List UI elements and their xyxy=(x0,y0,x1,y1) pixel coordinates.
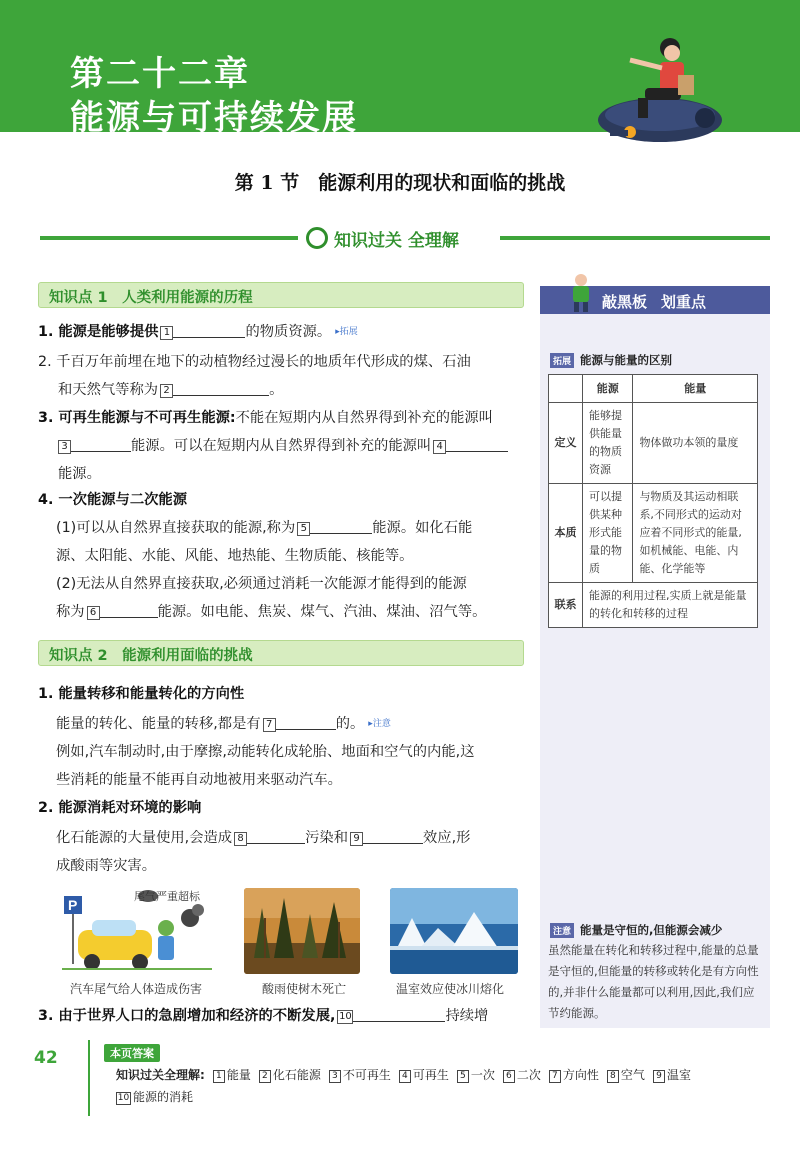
answer-blank[interactable] xyxy=(276,716,336,730)
section-2-text-b: 污染和 xyxy=(305,830,348,846)
section-1-text: 能量的转化、能量的转移,都是有 xyxy=(56,716,261,732)
answer-text: 能量 xyxy=(226,1068,251,1082)
knowledge-point-1-header: 知识点 1 人类利用能源的历程 xyxy=(38,282,524,308)
answer-blank[interactable] xyxy=(173,324,245,338)
caption-acid-rain: 酸雨使树木死亡 xyxy=(262,982,347,996)
answer-text: 不可再生 xyxy=(342,1068,391,1082)
item-4-2-text-b: 称为 xyxy=(56,604,85,620)
section-2-text-c: 效应,形 xyxy=(423,830,471,846)
extension-icon: 拓展 xyxy=(550,353,574,368)
item-4-2-text: (2)无法从自然界直接获取,必须通过消耗一次能源才能得到的能源 xyxy=(56,576,467,592)
answer-text: 可再生 xyxy=(412,1068,449,1082)
blank-number: 6 xyxy=(87,606,100,620)
item-2-post: 。 xyxy=(269,382,284,398)
answer-divider xyxy=(88,1040,90,1116)
answer-blank[interactable] xyxy=(363,830,423,844)
table-header: 能量 xyxy=(633,375,758,403)
answer-number: 6 xyxy=(503,1070,515,1083)
section-1-text-c: 例如,汽车制动时,由于摩擦,动能转化成轮胎、地面和空气的内能,这 xyxy=(56,744,475,760)
table-cell: 能源的利用过程,实质上就是能量的转化和转移的过程 xyxy=(583,583,758,628)
answer-blank[interactable] xyxy=(100,604,158,618)
answer-blank[interactable] xyxy=(310,520,372,534)
answer-blank[interactable] xyxy=(247,830,305,844)
caption-glacier: 温室效应使冰川熔化 xyxy=(396,982,505,996)
note-title-text: 能量是守恒的,但能源会减少 xyxy=(580,923,723,937)
item-3-text-c: 能源。 xyxy=(58,466,101,482)
svg-text:P: P xyxy=(68,897,78,913)
item-2-text-b: 和天然气等称为 xyxy=(58,382,159,398)
item-4-title xyxy=(38,486,187,514)
blank-number: 5 xyxy=(297,522,310,536)
answer-text: 空气 xyxy=(620,1068,645,1082)
answer-line-2 xyxy=(116,1088,193,1105)
blank-number: 8 xyxy=(234,832,247,846)
row-header: 本质 xyxy=(549,484,583,583)
energy-comparison-table xyxy=(548,374,758,628)
section-1-title xyxy=(38,680,244,708)
table-row xyxy=(549,484,758,583)
section-2-title xyxy=(38,794,201,822)
blank-number: 3 xyxy=(58,440,71,454)
answer-blank[interactable] xyxy=(173,382,269,396)
cycle-icon xyxy=(306,227,328,249)
item-4-1 xyxy=(56,514,528,570)
table-header xyxy=(549,375,583,403)
row-header: 定义 xyxy=(549,403,583,484)
answer-number: 8 xyxy=(607,1070,619,1083)
section-2-heading: 2. 能源消耗对环境的影响 xyxy=(38,800,202,816)
answer-number: 4 xyxy=(399,1070,411,1083)
answer-blank[interactable] xyxy=(446,438,508,452)
sidebar-header-a: 敲黑板 xyxy=(602,293,648,311)
extension-title-text: 能源与能量的区别 xyxy=(580,353,673,367)
answer-text: 方向性 xyxy=(562,1068,599,1082)
section-3-text-b: 持续增 xyxy=(445,1008,489,1024)
item-3-title: 3. 可再生能源与不可再生能源: xyxy=(38,410,236,426)
answer-label: 知识过关全理解: xyxy=(116,1068,205,1082)
answer-text: 化石能源 xyxy=(272,1068,321,1082)
answer-tag: 本页答案 xyxy=(104,1044,160,1062)
page-number: 42 xyxy=(34,1048,58,1068)
divider-line xyxy=(40,236,298,240)
note-tag: ▸注意 xyxy=(368,719,391,729)
table-header: 能源 xyxy=(583,375,633,403)
answer-number: 7 xyxy=(549,1070,561,1083)
answer-text: 温室 xyxy=(666,1068,691,1082)
chapter-title: 能源与可持续发展 xyxy=(70,98,358,138)
blank-number: 1 xyxy=(160,326,173,340)
section-1-text-d: 些消耗的能量不能再自动地被用来驱动汽车。 xyxy=(56,772,342,788)
item-1-text: 1. 能源是能够提供 xyxy=(38,324,159,340)
knowledge-header-label: 知识过关 全理解 xyxy=(334,230,459,251)
row-header: 联系 xyxy=(549,583,583,628)
blank-number: 4 xyxy=(433,440,446,454)
table-cell: 物体做功本领的量度 xyxy=(633,403,758,484)
answer-number: 5 xyxy=(457,1070,469,1083)
item-4-1-text-b: 能源。如化石能 xyxy=(372,520,473,536)
dead-forest-photo xyxy=(244,888,360,974)
item-3-text: 不能在短期内从自然界得到补充的能源叫 xyxy=(235,410,493,426)
chapter-banner xyxy=(0,0,800,138)
item-3-text-b: 能源。可以在短期内从自然界得到补充的能源叫 xyxy=(131,438,432,454)
answer-number: 3 xyxy=(329,1070,341,1083)
item-3 xyxy=(38,404,528,488)
section-2-body xyxy=(56,824,526,880)
section-2-text-d: 成酸雨等灾害。 xyxy=(56,858,157,874)
answer-text: 能源的消耗 xyxy=(133,1090,194,1104)
answer-line-1 xyxy=(116,1066,691,1083)
teacher-icon xyxy=(564,272,598,312)
section-title: 第 1 节 能源利用的现状和面临的挑战 xyxy=(234,172,566,194)
table-cell: 能够提供能量的物质资源 xyxy=(583,403,633,484)
answer-text: 二次 xyxy=(516,1068,541,1082)
table-cell: 可以提供某种形式能量的物质 xyxy=(583,484,633,583)
section-1-heading: 1. 能量转移和能量转化的方向性 xyxy=(38,686,245,702)
sidebar-header-b: 划重点 xyxy=(661,293,707,311)
section-2-text: 化石能源的大量使用,会造成 xyxy=(56,830,233,846)
item-4-heading: 4. 一次能源与二次能源 xyxy=(38,492,188,508)
blank-number: 9 xyxy=(350,832,363,846)
item-4-1-text-c: 源、太阳能、水能、风能、地热能、生物质能、核能等。 xyxy=(56,548,414,564)
caption-car-exhaust: 汽车尾气给人体造成伤害 xyxy=(70,982,203,996)
answer-number: 2 xyxy=(259,1070,271,1083)
table-row xyxy=(549,583,758,628)
section-3 xyxy=(38,1002,528,1030)
extension-title xyxy=(550,352,672,368)
note-body: 虽然能量在转化和转移过程中,能量的总量是守恒的,但能量的转移或转化是有方向性的,并非什么能量都可以利用,因此,我们应节约能源。 xyxy=(548,943,759,1020)
item-2 xyxy=(38,348,528,404)
answer-blank[interactable] xyxy=(71,438,131,452)
knowledge-point-2-header: 知识点 2 能源利用面临的挑战 xyxy=(38,640,524,666)
melting-glacier-photo xyxy=(390,888,518,974)
section-1-body xyxy=(56,710,526,794)
answer-blank[interactable] xyxy=(353,1008,445,1022)
item-2-text: 2. 千百万年前埋在地下的动植物经过漫长的地质年代形成的煤、石油 xyxy=(38,354,471,370)
section-3-text: 3. 由于世界人口的急剧增加和经济的不断发展, xyxy=(38,1008,336,1024)
extension-tag: ▸拓展 xyxy=(335,327,358,337)
answer-number: 1 xyxy=(213,1070,225,1083)
exhaust-label: 尾气严重超标 xyxy=(134,890,200,903)
section-1-text-b: 的。 xyxy=(335,716,365,732)
divider-line xyxy=(500,236,770,240)
blank-number: 2 xyxy=(160,384,173,398)
note-icon: 注意 xyxy=(550,923,574,938)
table-row xyxy=(549,403,758,484)
answer-number: 9 xyxy=(653,1070,665,1083)
knowledge-header xyxy=(300,222,465,254)
answer-number: 10 xyxy=(117,1093,130,1103)
blank-number: 7 xyxy=(263,718,276,732)
note-title xyxy=(550,922,722,938)
item-1 xyxy=(38,318,358,346)
item-4-2 xyxy=(56,570,528,626)
answer-text: 一次 xyxy=(470,1068,495,1082)
item-1-post: 的物质资源。 xyxy=(245,324,332,340)
chapter-number: 第二十二章 xyxy=(70,54,250,94)
table-cell: 与物质及其运动相联系,不同形式的运动对应着不同形式的能量,如机械能、电能、内能、化学能等 xyxy=(633,484,758,583)
item-4-2-text-c: 能源。如电能、焦炭、煤气、汽油、煤油、沼气等。 xyxy=(157,604,487,620)
blank-number: 10 xyxy=(339,1011,352,1022)
rocket-girl-illustration xyxy=(590,20,740,160)
item-4-1-text: (1)可以从自然界直接获取的能源,称为 xyxy=(56,520,296,536)
